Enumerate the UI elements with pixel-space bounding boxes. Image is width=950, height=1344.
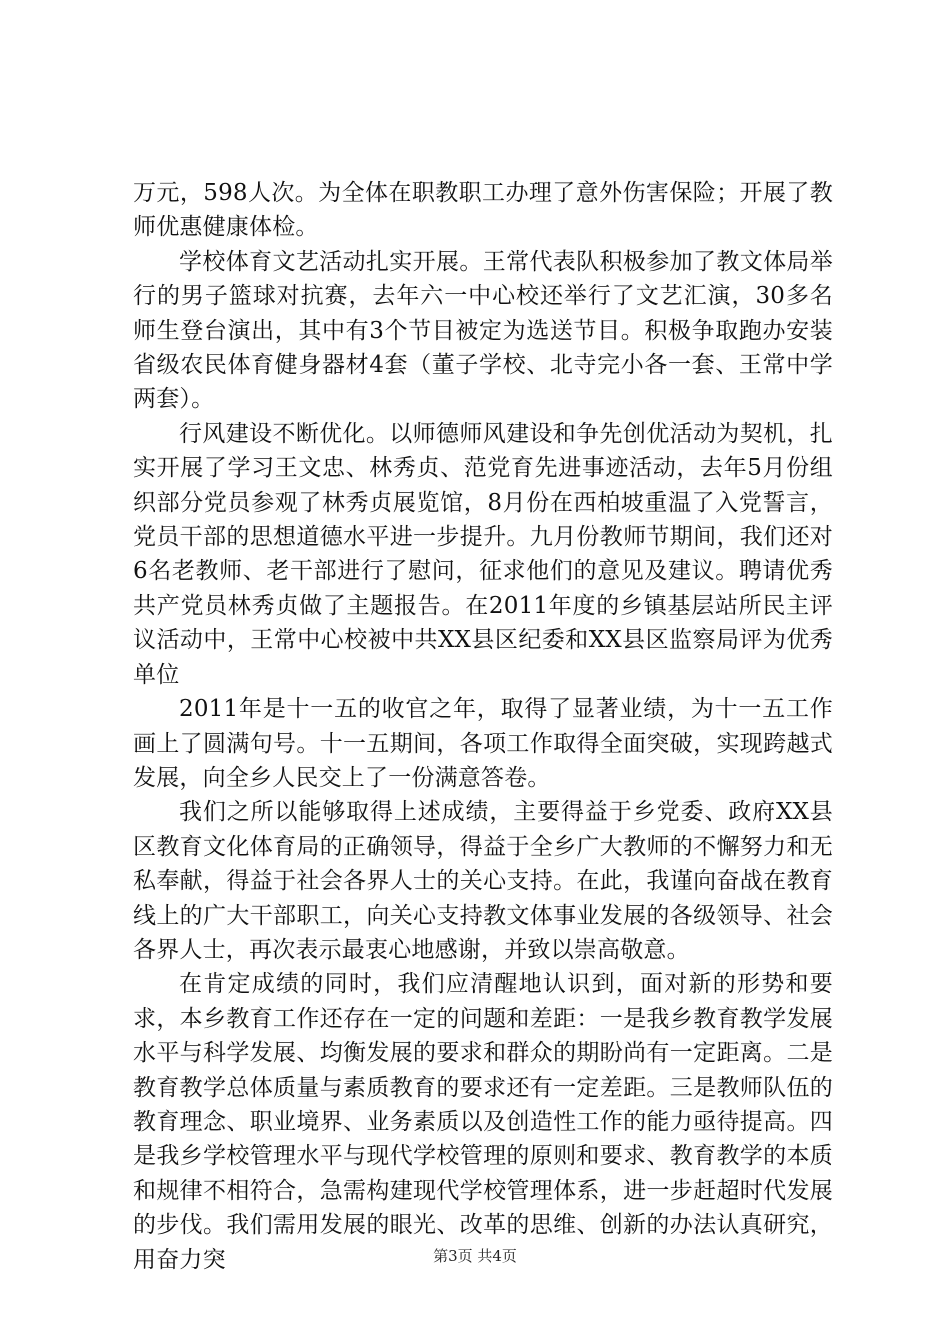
paragraph-3: 行风建设不断优化。以师德师风建设和争先创优活动为契机，扎实开展了学习王文忠、林秀贞、范党育先进事迹活动，去年5月份组织部分党员参观了林秀贞展览馆，8月份在西柏坡重温了入党誓言，党员干部的思想道德水平进一步提升。九月份教师节期间，我们还对6名老教师、老干部进行了慰问，征求他们的意见及建议。聘请优秀共产党员林秀贞做了主题报告。在2011年度的乡镇基层站所民主评议活动中，王常中心校被中共XX县区纪委和XX县区监察局评为优秀单位 [133,420,833,688]
document-body [133,176,833,1277]
paragraph-6: 在肯定成绩的同时，我们应清醒地认识到，面对新的形势和要求，本乡教育工作还存在一定的问题和差距：一是我乡教育教学发展水平与科学发展、均衡发展的要求和群众的期盼尚有一定距离。二是教育教学总体质量与素质教育的要求还有一定差距。三是教师队伍的教育理念、职业境界、业务素质以及创造性工作的能力亟待提高。四是我乡学校管理水平与现代学校管理的原则和要求、教育教学的本质和规律不相符合，急需构建现代学校管理体系，进一步赶超时代发展的步伐。我们需用发展的眼光、改革的思维、创新的办法认真研究，用奋力突 [133,971,833,1273]
paragraph-4: 2011年是十一五的收官之年，取得了显著业绩，为十一五工作画上了圆满句号。十一五期间，各项工作取得全面突破，实现跨越式发展，向全乡人民交上了一份满意答卷。 [133,696,833,791]
paragraph-5: 我们之所以能够取得上述成绩，主要得益于乡党委、政府XX县区教育文化体育局的正确领导，得益于全乡广大教师的不懈努力和无私奉献，得益于社会各界人士的关心支持。在此，我谨向奋战在教育线上的广大干部职工，向关心支持教文体事业发展的各级领导、社会各界人士，再次表示最衷心地感谢，并致以崇高敬意。 [133,799,833,963]
paragraph-2: 学校体育文艺活动扎实开展。王常代表队积极参加了教文体局举行的男子篮球对抗赛，去年六一中心校还举行了文艺汇演，30多名师生登台演出，其中有3个节目被定为选送节目。积极争取跑办安装省级农民体育健身器材4套（董子学校、北寺完小各一套、王常中学两套）。 [133,248,833,413]
page-footer: 第3页 共4页 [433,1247,517,1265]
paragraph-1: 万元，598人次。为全体在职教职工办理了意外伤害保险；开展了教师优惠健康体检。 [133,180,833,241]
